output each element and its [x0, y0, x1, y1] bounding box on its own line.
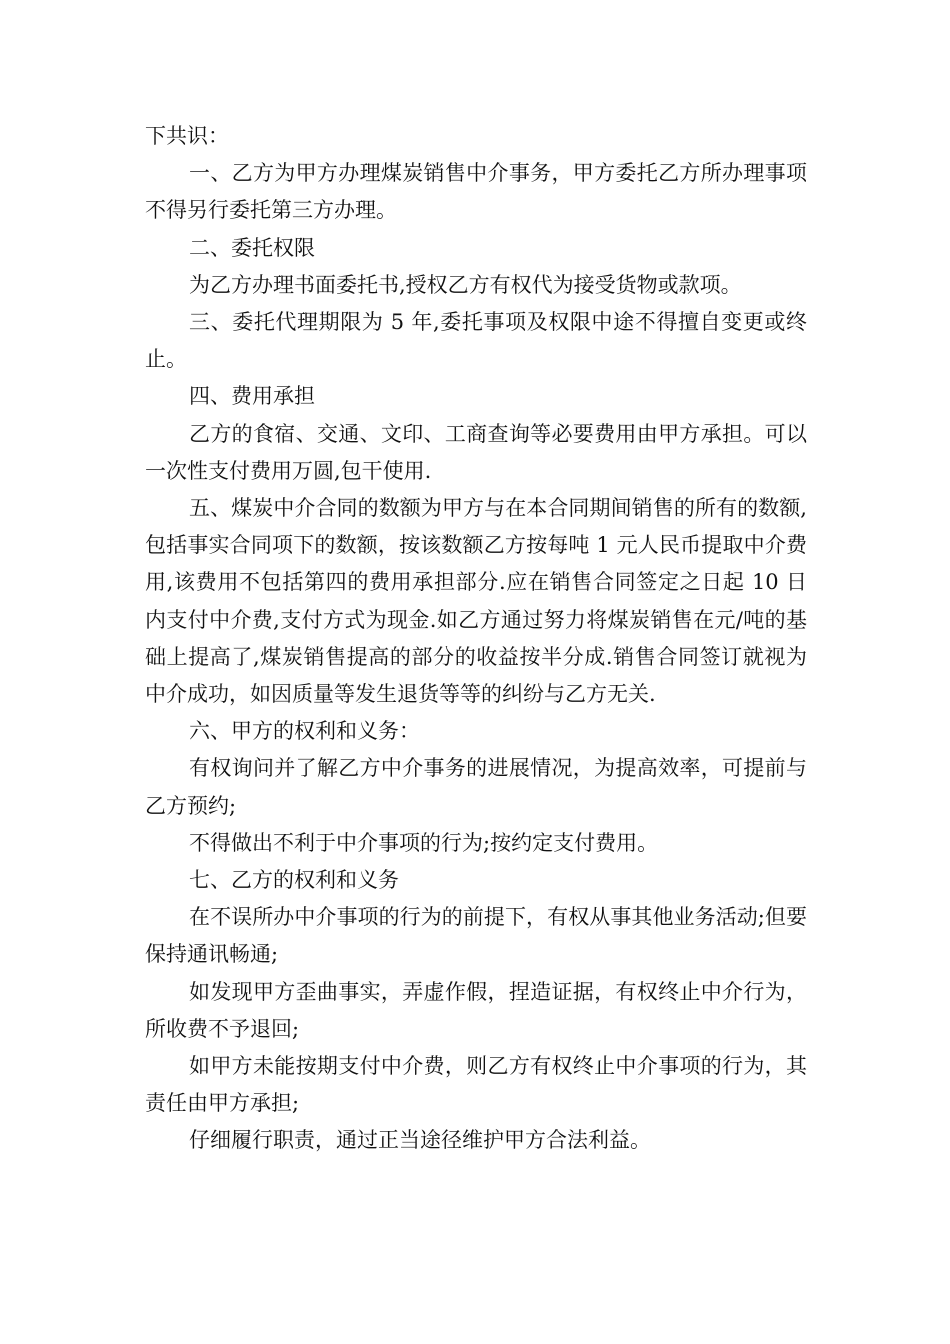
paragraph-clause-1: 一、乙方为甲方办理煤炭销售中介事务，甲方委托乙方所办理事项不得另行委托第三方办理。 [145, 161, 807, 223]
paragraph-clause-7-item-3: 如甲方未能按期支付中介费，则乙方有权终止中介事项的行为，其责任由甲方承担; [145, 1054, 807, 1116]
paragraph-intro: 下共识： [145, 124, 229, 148]
paragraph-clause-7-item-4: 仔细履行职责，通过正当途径维护甲方合法利益。 [189, 1128, 651, 1153]
paragraph-clause-3: 三、委托代理期限为 5 年,委托事项及权限中途不得擅自变更或终止。 [145, 310, 807, 372]
heading-clause-4: 四、费用承担 [189, 384, 315, 409]
paragraph-clause-2-body: 为乙方办理书面委托书,授权乙方有权代为接受货物或款项。 [189, 272, 742, 297]
paragraph-clause-4-body: 乙方的食宿、交通、文印、工商查询等必要费用由甲方承担。可以一次性支付费用万圆,包干使用. [145, 421, 807, 483]
heading-clause-2: 二、委托权限 [189, 235, 315, 260]
paragraph-clause-5: 五、煤炭中介合同的数额为甲方与在本合同期间销售的所有的数额,包括事实合同项下的数额，按该数额乙方按每吨 1 元人民币提取中介费用,该费用不包括第四的费用承担部分.应在销售合同签定之日起 10 日内支付中介费,支付方式为现金.如乙方通过努力将煤炭销售在元/吨的基础上提高了,煤炭销售提高的部分的收益按半分成.销售合同签订就视为中介成功，如因质量等发生退货等等的纠纷与乙方无关. [145, 496, 807, 707]
paragraph-clause-6-item-2: 不得做出不利于中介事项的行为;按约定支付费用。 [189, 830, 659, 855]
paragraph-clause-7-item-2: 如发现甲方歪曲事实，弄虚作假，捏造证据，有权终止中介行为，所收费不予退回; [145, 979, 807, 1041]
paragraph-clause-6-item-1: 有权询问并了解乙方中介事务的进展情况，为提高效率，可提前与乙方预约; [145, 756, 807, 818]
document-body [145, 118, 807, 1160]
heading-clause-6: 六、甲方的权利和义务： [189, 719, 420, 744]
paragraph-clause-7-item-1: 在不误所办中介事项的行为的前提下，有权从事其他业务活动;但要保持通讯畅通; [145, 905, 807, 967]
heading-clause-7: 七、乙方的权利和义务 [189, 868, 399, 893]
